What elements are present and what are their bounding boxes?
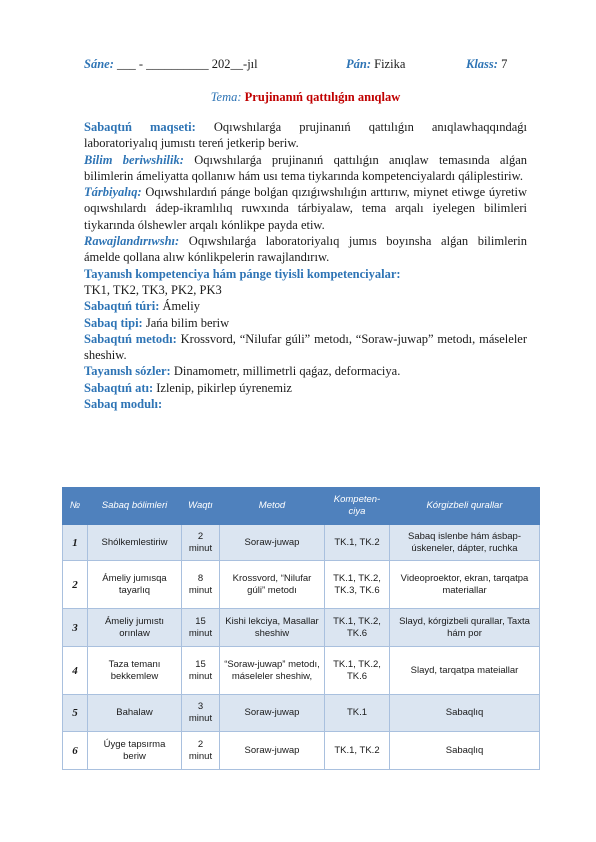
row-tools: Sabaq islenbe hám ásbap-úskeneler, dápter, ruchka	[390, 525, 540, 561]
row-method: Soraw-juwap	[220, 525, 325, 561]
goal-text: Oqıwshılarǵa prujinanıń qattılıǵın anıqlawhaqqındaǵı laboratoriyalıq jumıstı tereń jetkerip beriw.	[84, 120, 527, 151]
class-label: Klass:	[466, 57, 498, 71]
table-row	[63, 525, 540, 561]
row-competency: TK.1, TK.2	[325, 732, 390, 770]
class-value: 7	[501, 57, 508, 71]
row-section: Taza temanı bekkemlew	[88, 647, 182, 695]
kind-label: Sabaq tipi:	[84, 315, 143, 330]
method-value: Krossvord, “Nilufar gúli” metodı, “Soraw-juwap” metodı, máseleler sheshiw.	[84, 331, 528, 363]
row-time: 2 minut	[182, 732, 220, 770]
table-row	[63, 561, 540, 609]
row-competency: TK.1, TK.2	[325, 525, 390, 561]
type-value: Ámeliy	[162, 299, 200, 314]
table-row	[63, 647, 540, 695]
edu-paragraph	[84, 152, 527, 185]
row-time: 8 minut	[182, 561, 220, 609]
row-method: Soraw-juwap	[220, 732, 325, 770]
row-section: Bahalaw	[88, 695, 182, 732]
motto-line	[84, 380, 527, 396]
row-competency: TK.1, TK.2, TK.3, TK.6	[325, 561, 390, 609]
motto-value: Izlenip, pikirlep úyrenemiz	[156, 380, 292, 395]
col-header-tools: Kórgizbeli qurallar	[390, 488, 540, 525]
goal-paragraph	[84, 119, 527, 152]
words-line	[84, 363, 527, 379]
words-value: Dinamometr, millimetrli qaǵaz, deformaciya.	[173, 364, 401, 379]
kind-line	[84, 315, 527, 331]
words-label: Tayanısh sózler:	[84, 364, 171, 379]
row-tools: Slayd, kórgizbeli qurallar, Taxta hám por	[390, 609, 540, 647]
method-label: Sabaqtıń metodı:	[84, 331, 177, 346]
row-time: 3 minut	[182, 695, 220, 732]
upbringing-paragraph	[84, 184, 527, 233]
col-header-section: Sabaq bólimleri	[88, 488, 182, 525]
col-header-method: Metod	[220, 488, 325, 525]
row-section: Ámeliy jumısqa tayarlıq	[88, 561, 182, 609]
row-number: 4	[63, 647, 88, 695]
row-time: 2 minut	[182, 525, 220, 561]
dev-text: Oqıwshılarǵa laboratoriyalıq jumıs boyınsha alǵan bilimlerin ámelde qollana alıw kónlikpelerin rawajlandırıw.	[84, 234, 528, 265]
lesson-module-table	[62, 487, 540, 770]
lesson-plan	[84, 56, 527, 412]
row-number: 1	[63, 525, 88, 561]
date-label: Sáne:	[84, 57, 114, 71]
row-tools: Videoproektor, ekran, tarqatpa materiallar	[390, 561, 540, 609]
dev-label: Rawajlandırıwshı:	[84, 234, 180, 249]
type-line	[84, 298, 527, 314]
table-row	[63, 609, 540, 647]
edu-label: Bilim beriwshilik:	[84, 152, 184, 167]
row-time: 15 minut	[182, 609, 220, 647]
method-paragraph	[84, 331, 527, 364]
row-section: Úyge tapsırma beriw	[88, 732, 182, 770]
date-value: ___ - __________ 202__-jıl	[117, 57, 258, 71]
upbringing-text: Oqıwshılardıń pánge bolǵan qızıǵıwshılıǵın arttırıw, miynet etiwge úyretiw oqıwshılardı ádep-ikramlılıq ruwxında tárbiyalaw, tema arqalı iyelegen bilimleri tiykarında ólshewler arqalı kónlikpe payda etiw.	[84, 185, 528, 232]
subject-label: Pán:	[346, 57, 371, 71]
col-header-time: Waqtı	[182, 488, 220, 525]
table-row	[63, 695, 540, 732]
subject-value: Fizika	[374, 57, 406, 71]
row-number: 2	[63, 561, 88, 609]
upbringing-label: Tárbiyalıq:	[84, 185, 142, 200]
col-header-number: №	[63, 488, 88, 525]
table-row	[63, 732, 540, 770]
type-label: Sabaqtıń túri:	[84, 299, 160, 314]
row-competency: TK.1, TK.2, TK.6	[325, 609, 390, 647]
row-time: 15 minut	[182, 647, 220, 695]
edu-text: Oqıwshılarǵa prujinanıń qattılıǵın anıqlaw temasında alǵan bilimlerin ámeliyatta qollanıw hám usı tema tiykarında kompetenciyalardı qáliplestiriw.	[84, 152, 528, 183]
row-tools: Slayd, tarqatpa mateiallar	[390, 647, 540, 695]
competency-text: TK1, TK2, TK3, PK2, PK3	[84, 282, 222, 297]
motto-label: Sabaqtıń atı:	[84, 380, 154, 395]
row-method: Soraw-juwap	[220, 695, 325, 732]
row-method: Kishi lekciya, Masallar sheshiw	[220, 609, 325, 647]
kind-value: Jańa bilim beriw	[145, 315, 230, 330]
table-header-row	[63, 488, 540, 525]
row-number: 5	[63, 695, 88, 732]
dev-paragraph	[84, 233, 527, 266]
competency-label: Tayanısh kompetenciya hám pánge tiyisli kompetenciyalar:	[84, 266, 401, 281]
col-header-competency: Kompeten-ciya	[325, 488, 390, 525]
row-section: Shólkemlestiriw	[88, 525, 182, 561]
module-label: Sabaq modulı:	[84, 397, 163, 412]
theme-label: Tema:	[210, 90, 242, 104]
row-section: Ámeliy jumıstı orınlaw	[88, 609, 182, 647]
row-competency: TK.1, TK.2, TK.6	[325, 647, 390, 695]
theme-line	[84, 90, 527, 105]
row-method: Krossvord, “Nilufar gúli” metodı	[220, 561, 325, 609]
theme-title: Prujinanıń qattılıǵın anıqlaw	[244, 90, 401, 104]
row-competency: TK.1	[325, 695, 390, 732]
row-number: 3	[63, 609, 88, 647]
row-tools: Sabaqlıq	[390, 695, 540, 732]
goal-label: Sabaqtıń maqseti:	[84, 120, 196, 134]
row-number: 6	[63, 732, 88, 770]
row-tools: Sabaqlıq	[390, 732, 540, 770]
row-method: “Soraw-juwap” metodı, máseleler sheshiw,	[220, 647, 325, 695]
header-row	[84, 56, 527, 72]
